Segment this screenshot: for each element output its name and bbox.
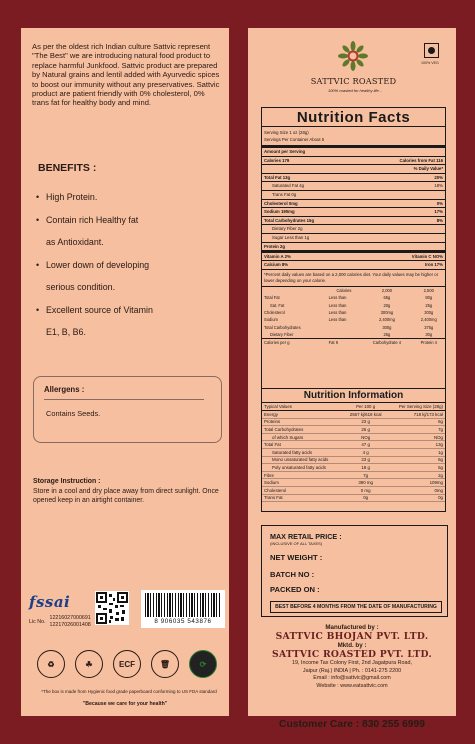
mrp-sub: (INCLUSIVE OF ALL TAXES)	[270, 541, 323, 546]
table-row: Sat. Fat Less than 20g 25g	[270, 302, 433, 308]
nf-row: Cholesterol 0mg 0%	[262, 200, 445, 209]
care-tagline: "Because we care for your health"	[82, 701, 168, 707]
veg-label: 100% VEG	[421, 61, 439, 65]
nutrition-information-table	[262, 403, 445, 502]
manufactured-by-label: Manufactured by :	[325, 624, 379, 631]
serving-size: Serving Size 1 oz (28g)	[264, 130, 309, 135]
storage-text: Store in a cool and dry place away from direct sunlight. Once opened keep in an airtight container.	[33, 487, 219, 505]
benefit-item: as Antioxidant.	[46, 237, 104, 247]
allergen-divider	[44, 399, 204, 400]
nf-row: Dietary Fiber 2g	[262, 225, 445, 234]
benefit-item: • Lower down of developing	[36, 259, 150, 270]
benefit-item: • High Protein.	[36, 192, 98, 202]
vitamin-c: Vitamin C NO%	[411, 253, 443, 259]
recycle-icon: ♻	[37, 650, 65, 678]
leaf-logo-icon	[338, 41, 368, 71]
brand-name: SATTVIC ROASTED	[310, 76, 397, 86]
manufacturer-block	[248, 624, 456, 690]
fssai-logo: fssai	[29, 593, 71, 611]
barcode	[141, 590, 225, 628]
table-row: Proteins 23 g 6g	[264, 419, 443, 425]
table-row: Calories 2,000 2,500	[336, 287, 434, 293]
benefit-item: • Excellent source of Vitamin	[36, 304, 153, 315]
table-header-row: Typical Values Per 100 g Per Serving Size (28g)	[264, 404, 443, 410]
mrp-box	[261, 525, 448, 617]
batch-label: BATCH NO :	[270, 570, 315, 579]
table-row: Total Fat 47 g 13g	[264, 442, 443, 448]
brand-tagline: 100% roasted for healthy life...	[327, 88, 383, 93]
table-row: Total Carbohydrates 300g 375g	[264, 324, 434, 330]
right-panel	[248, 28, 456, 730]
ecf-label-icon: ECF	[113, 650, 141, 678]
fssai-block	[29, 593, 91, 629]
benefits-list	[36, 186, 226, 344]
vitamin-a: Vitamin A 2%	[264, 253, 291, 259]
storage-instruction	[33, 477, 225, 506]
benefit-item: E1, B, B6.	[46, 327, 86, 337]
barcode-number: 8 906035 543876	[154, 618, 212, 625]
calories: Calories 179	[264, 157, 290, 163]
manufacturer-name: SATTVIC BHOJAN PVT. LTD.	[275, 631, 429, 642]
marketer-name: SATTVIC ROASTED PVT. LTD.	[272, 649, 432, 660]
email-line: Email : info@sattvic@gmail.com	[313, 675, 391, 682]
left-panel	[21, 28, 229, 716]
table-row: Fibre 7g 2g	[264, 472, 443, 478]
table-row: Total Fat Less than 65g 80g	[264, 295, 433, 301]
table-row: Cholesterol 0 mg 0mg	[264, 487, 443, 493]
amount-label: Amount per Serving	[264, 149, 306, 154]
table-row: Calories per g Fat 9 Carbohydrate 4 Protein 4	[262, 338, 445, 345]
table-row: Energy 2567 kj/619 kcal 718 kj/173 kcal	[264, 411, 443, 417]
barcode-icon	[145, 593, 221, 617]
allergen-value: Contains Seeds.	[46, 409, 101, 418]
nutrition-facts-panel	[261, 107, 446, 412]
benefits-title: BENEFITS :	[38, 162, 97, 174]
packed-on-label: PACKED ON :	[270, 585, 320, 594]
veg-mark-icon	[424, 43, 439, 58]
benefit-item: • Contain rich Healthy fat	[36, 214, 139, 225]
benefit-item: serious condition.	[46, 282, 116, 292]
servings-per-container: Servings Per Container About 5	[264, 137, 325, 142]
nutrition-information-title: Nutrition Information	[262, 389, 445, 403]
address-line: Jaipur (Raj.) INDIA | Ph. : 0141-275 2200	[302, 667, 402, 674]
table-row: Trans Fat 0g 0g	[264, 495, 443, 501]
lic-label: Lic No.	[29, 619, 46, 625]
nf-row: Sodium 190mg 17%	[262, 208, 445, 217]
nf-row: Total Carbohydrates 15g 8%	[262, 217, 445, 226]
best-before: BEST BEFORE 4 MONTHS FROM THE DATE OF MANUFACTURING	[270, 601, 442, 613]
dv-footnote: *Percent daily values are based on a 2,000 calories diet. Your daily values may be higher or lower depending on your calorie.	[262, 270, 445, 287]
storage-title: Storage Instruction :	[33, 478, 101, 485]
table-row: Poly unsaturated fatty acids 18 g 5g	[262, 464, 445, 472]
intro-text: As per the oldest rich Indian culture Sattvic represent "The Best" we are introducing natural food product to replace harmful Junkfood. Sattvic product are prepared by Natural grains and lentil added with Ayurvedic spices to boost our immunity without any preservatives. Sattvic product are patient friendly with 0% cholesterol, 0% trans fat for healthy body and mind.	[32, 42, 220, 108]
green-dot-icon: ⟳	[189, 650, 217, 678]
eco-icons-row	[37, 650, 217, 678]
nf-row: Protein 2g	[262, 243, 445, 253]
nutrition-facts-title: Nutrition Facts	[262, 108, 445, 127]
table-row: Sodium 390 mg 109mg	[264, 480, 443, 486]
table-row: of which Sugars NOg NOg	[262, 433, 445, 441]
calcium: Calcium 8%	[264, 262, 289, 268]
nf-row: Sugar Less than 1g	[262, 234, 445, 243]
mrp-label: MAX RETAIL PRICE :	[270, 532, 342, 541]
lic-number: 12217026001408	[49, 622, 91, 628]
table-row: Saturated fatty acids 4 g 1g	[262, 449, 445, 457]
calories-from-fat: Calories from Fat 116	[399, 157, 443, 163]
website-line: Website : www.eatsattvic.com	[316, 682, 388, 689]
fine-print: *The box is made from Hygienic food grade paperboard conforming to US FDA standard	[41, 689, 217, 694]
table-row: Total Carbohydrates 26 g 7g	[264, 427, 443, 433]
allergen-title: Allergens :	[44, 385, 85, 394]
nutrition-information-panel	[261, 388, 446, 512]
dv-table	[262, 287, 445, 346]
table-row: Dietary Fiber 25g 30g	[270, 332, 433, 337]
nf-row: Saturated Fat 4g 18%	[262, 182, 445, 191]
allergen-box	[33, 376, 222, 443]
table-row: Sodium Less than 2,400mg 2,400mg	[264, 317, 437, 323]
marketed-by-label: Mktd. by :	[337, 642, 367, 649]
qr-code-icon	[95, 591, 129, 625]
table-row: Cholesterol Less than 300mg 300g	[264, 310, 434, 316]
ecf-icon: ☘	[75, 650, 103, 678]
keep-city-clean-icon: 🗑	[151, 650, 179, 678]
daily-value-label: % Daily Value*	[413, 166, 443, 172]
lic-number: 12216027000691	[49, 615, 91, 621]
iron: Iron 17%	[425, 262, 443, 268]
net-weight-label: NET WEIGHT :	[270, 553, 323, 562]
nf-row: Trans Fat 0g	[262, 191, 445, 200]
nf-row: Total Fat 13g 20%	[262, 174, 445, 183]
address-line: 19, Income Tax Colony First, 2nd Jagatpura Road,	[291, 660, 413, 666]
customer-care: Customer Care : 830 255 6999	[279, 719, 425, 730]
table-row: Mono unsaturated fatty acids 23 g 6g	[262, 456, 445, 464]
